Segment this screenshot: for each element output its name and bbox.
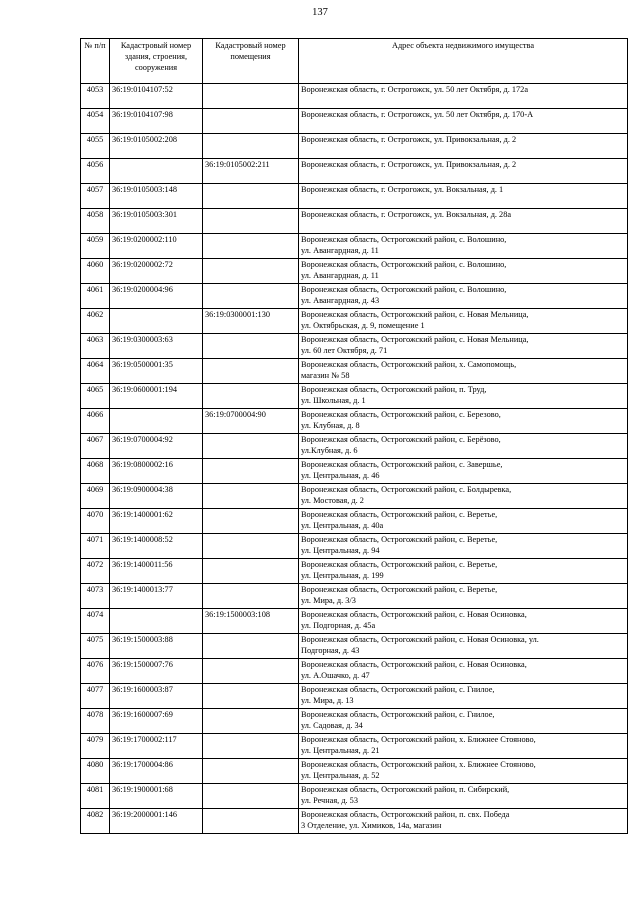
address-line-1: Воронежская область, Острогожский район, с. Волошино, (301, 260, 507, 269)
table-row (81, 234, 628, 259)
address-line-1: Воронежская область, Острогожский район, с. Гнилое, (301, 710, 495, 719)
address-line-1: Воронежская область, г. Острогожск, ул. Привокзальная, д. 2 (301, 135, 517, 144)
premises-cadastral-number (203, 534, 299, 559)
address-line-1: Воронежская область, Острогожский район, с. Новая Осиновка, (301, 610, 527, 619)
building-cadastral-number: 36:19:2000001:146 (110, 809, 203, 834)
address-line-2: ул. 60 лет Октября, д. 71 (301, 346, 388, 355)
row-number: 4055 (81, 134, 110, 159)
table-row (81, 434, 628, 459)
premises-cadastral-number (203, 359, 299, 384)
building-cadastral-number: 36:19:1400011:56 (110, 559, 203, 584)
building-cadastral-number: 36:19:1400001:62 (110, 509, 203, 534)
object-address (299, 84, 628, 109)
address-line-1: Воронежская область, Острогожский район, п. Труд, (301, 385, 487, 394)
building-cadastral-number (110, 609, 203, 634)
address-line-1: Воронежская область, Острогожский район, с. Новая Осиновка, (301, 660, 527, 669)
building-cadastral-number: 36:19:0104107:52 (110, 84, 203, 109)
row-number: 4058 (81, 209, 110, 234)
object-address (299, 634, 628, 659)
building-cadastral-number: 36:19:1400008:52 (110, 534, 203, 559)
address-line-1: Воронежская область, Острогожский район, с. Веретье, (301, 510, 498, 519)
building-cadastral-number: 36:19:1500003:88 (110, 634, 203, 659)
building-cadastral-number: 36:19:0900004:38 (110, 484, 203, 509)
row-number: 4076 (81, 659, 110, 684)
address-line-2: ул. Октябрьская, д. 9, помещение 1 (301, 321, 425, 330)
table-row (81, 384, 628, 409)
row-number: 4060 (81, 259, 110, 284)
address-line-1: Воронежская область, г. Острогожск, ул. Вокзальная, д. 1 (301, 185, 504, 194)
row-number: 4079 (81, 734, 110, 759)
premises-cadastral-number (203, 334, 299, 359)
row-number: 4068 (81, 459, 110, 484)
address-line-1: Воронежская область, Острогожский район, с. Волошино, (301, 285, 507, 294)
address-line-2: ул. А.Ошачко, д. 47 (301, 671, 370, 680)
table-row (81, 484, 628, 509)
address-line-2: ул. Мира, д. 3/3 (301, 596, 356, 605)
table-row (81, 184, 628, 209)
premises-cadastral-number (203, 784, 299, 809)
address-line-1: Воронежская область, г. Острогожск, ул. Вокзальная, д. 28а (301, 210, 512, 219)
building-cadastral-number (110, 159, 203, 184)
premises-cadastral-number (203, 259, 299, 284)
address-line-2: ул. Центральная, д. 52 (301, 771, 380, 780)
table-row (81, 659, 628, 684)
building-cadastral-number: 36:19:1500007:76 (110, 659, 203, 684)
table-row (81, 509, 628, 534)
object-address (299, 709, 628, 734)
table-row (81, 584, 628, 609)
table-row (81, 109, 628, 134)
premises-cadastral-number (203, 184, 299, 209)
object-address (299, 784, 628, 809)
premises-cadastral-number (203, 484, 299, 509)
property-registry-table (80, 38, 628, 834)
row-number: 4056 (81, 159, 110, 184)
object-address (299, 184, 628, 209)
building-cadastral-number: 36:19:0104107:98 (110, 109, 203, 134)
header-number: № п/п (81, 39, 110, 84)
row-number: 4078 (81, 709, 110, 734)
object-address (299, 734, 628, 759)
premises-cadastral-number (203, 734, 299, 759)
premises-cadastral-number (203, 109, 299, 134)
address-line-2: ул. Школьная, д. 1 (301, 396, 366, 405)
object-address (299, 109, 628, 134)
premises-cadastral-number: 36:19:0105002:211 (203, 159, 299, 184)
address-line-2: ул. Авангардная, д. 11 (301, 271, 379, 280)
table-row (81, 309, 628, 334)
table-body (81, 84, 628, 834)
address-line-1: Воронежская область, Острогожский район, х. Самопомощь, (301, 360, 517, 369)
building-cadastral-number: 36:19:0105002:208 (110, 134, 203, 159)
address-line-2: ул. Центральная, д. 46 (301, 471, 380, 480)
address-line-2: ул. Садовая, д. 34 (301, 721, 363, 730)
object-address (299, 534, 628, 559)
address-line-2: 3 Отделение, ул. Химиков, 14а, магазин (301, 821, 442, 830)
address-line-1: Воронежская область, Острогожский район, с. Волошино, (301, 235, 507, 244)
building-cadastral-number: 36:19:1700004:86 (110, 759, 203, 784)
row-number: 4075 (81, 634, 110, 659)
address-line-1: Воронежская область, Острогожский район, с. Березово, (301, 410, 501, 419)
address-line-2: ул. Авангардная, д. 43 (301, 296, 380, 305)
building-cadastral-number: 36:19:1900001:68 (110, 784, 203, 809)
table-header-row (81, 39, 628, 84)
address-line-2: ул. Мостовая, д. 2 (301, 496, 364, 505)
premises-cadastral-number (203, 759, 299, 784)
page-number: 137 (312, 7, 328, 18)
row-number: 4072 (81, 559, 110, 584)
premises-cadastral-number (203, 384, 299, 409)
premises-cadastral-number (203, 709, 299, 734)
premises-cadastral-number (203, 559, 299, 584)
row-number: 4069 (81, 484, 110, 509)
building-cadastral-number: 36:19:0500001:35 (110, 359, 203, 384)
object-address (299, 334, 628, 359)
address-line-1: Воронежская область, г. Острогожск, ул. 50 лет Октября, д. 172а (301, 85, 529, 94)
address-line-1: Воронежская область, Острогожский район, с. Веретье, (301, 535, 498, 544)
address-line-2: ул.Клубная, д. 6 (301, 446, 358, 455)
row-number: 4070 (81, 509, 110, 534)
table-row (81, 559, 628, 584)
address-line-1: Воронежская область, Острогожский район, с. Берёзово, (301, 435, 501, 444)
premises-cadastral-number: 36:19:1500003:108 (203, 609, 299, 634)
header-premises-cadastral: Кадастровый номер помещения (203, 39, 299, 84)
object-address (299, 134, 628, 159)
premises-cadastral-number (203, 284, 299, 309)
object-address (299, 484, 628, 509)
table-row (81, 334, 628, 359)
object-address (299, 409, 628, 434)
address-line-1: Воронежская область, Острогожский район, х. Ближнее Стояново, (301, 735, 536, 744)
building-cadastral-number: 36:19:0105003:301 (110, 209, 203, 234)
address-line-1: Воронежская область, Острогожский район, с. Завершье, (301, 460, 503, 469)
object-address (299, 434, 628, 459)
table-row (81, 534, 628, 559)
row-number: 4073 (81, 584, 110, 609)
row-number: 4053 (81, 84, 110, 109)
address-line-1: Воронежская область, Острогожский район, п. свх. Победа (301, 810, 510, 819)
row-number: 4063 (81, 334, 110, 359)
building-cadastral-number: 36:19:0200002:72 (110, 259, 203, 284)
premises-cadastral-number (203, 809, 299, 834)
object-address (299, 384, 628, 409)
row-number: 4081 (81, 784, 110, 809)
object-address (299, 659, 628, 684)
premises-cadastral-number (203, 209, 299, 234)
row-number: 4082 (81, 809, 110, 834)
address-line-2: ул. Центральная, д. 21 (301, 746, 380, 755)
building-cadastral-number: 36:19:1600003:87 (110, 684, 203, 709)
building-cadastral-number: 36:19:0600001:194 (110, 384, 203, 409)
address-line-2: ул. Мира, д. 13 (301, 696, 354, 705)
address-line-2: ул. Центральная, д. 94 (301, 546, 380, 555)
address-line-1: Воронежская область, Острогожский район, с. Новая Осиновка, ул. (301, 635, 539, 644)
table-row (81, 634, 628, 659)
building-cadastral-number: 36:19:1600007:69 (110, 709, 203, 734)
building-cadastral-number: 36:19:0700004:92 (110, 434, 203, 459)
row-number: 4074 (81, 609, 110, 634)
object-address (299, 809, 628, 834)
address-line-1: Воронежская область, г. Острогожск, ул. 50 лет Октября, д. 170-А (301, 110, 534, 119)
address-line-2: ул. Подгорная, д. 45а (301, 621, 376, 630)
address-line-1: Воронежская область, Острогожский район, с. Гнилое, (301, 685, 495, 694)
header-building-cadastral: Кадастровый номер здания, строения, сооружения (110, 39, 203, 84)
premises-cadastral-number: 36:19:0700004:90 (203, 409, 299, 434)
premises-cadastral-number (203, 459, 299, 484)
premises-cadastral-number (203, 134, 299, 159)
building-cadastral-number: 36:19:0200002:110 (110, 234, 203, 259)
object-address (299, 559, 628, 584)
table-row (81, 684, 628, 709)
table-row (81, 709, 628, 734)
address-line-2: ул. Клубная, д. 8 (301, 421, 360, 430)
premises-cadastral-number (203, 684, 299, 709)
address-line-2: ул. Центральная, д. 199 (301, 571, 384, 580)
table-row (81, 259, 628, 284)
building-cadastral-number (110, 409, 203, 434)
premises-cadastral-number (203, 659, 299, 684)
object-address (299, 209, 628, 234)
object-address (299, 684, 628, 709)
table-row (81, 734, 628, 759)
row-number: 4061 (81, 284, 110, 309)
premises-cadastral-number: 36:19:0300001:130 (203, 309, 299, 334)
table-row (81, 159, 628, 184)
object-address (299, 459, 628, 484)
row-number: 4065 (81, 384, 110, 409)
address-line-2: ул. Авангардная, д. 11 (301, 246, 379, 255)
object-address (299, 234, 628, 259)
address-line-2: Подгорная, д. 43 (301, 646, 360, 655)
premises-cadastral-number (203, 584, 299, 609)
table-row (81, 84, 628, 109)
building-cadastral-number: 36:19:1700002:117 (110, 734, 203, 759)
building-cadastral-number: 36:19:0105003:148 (110, 184, 203, 209)
table-row (81, 284, 628, 309)
object-address (299, 584, 628, 609)
address-line-1: Воронежская область, Острогожский район, х. Ближнее Стояново, (301, 760, 536, 769)
row-number: 4077 (81, 684, 110, 709)
header-address: Адрес объекта недвижимого имущества (299, 39, 628, 84)
building-cadastral-number: 36:19:0200004:96 (110, 284, 203, 309)
premises-cadastral-number (203, 434, 299, 459)
premises-cadastral-number (203, 509, 299, 534)
premises-cadastral-number (203, 634, 299, 659)
row-number: 4066 (81, 409, 110, 434)
address-line-1: Воронежская область, Острогожский район, с. Новая Мельница, (301, 335, 529, 344)
building-cadastral-number (110, 309, 203, 334)
object-address (299, 759, 628, 784)
table-row (81, 609, 628, 634)
row-number: 4067 (81, 434, 110, 459)
row-number: 4080 (81, 759, 110, 784)
table-row (81, 409, 628, 434)
address-line-1: Воронежская область, Острогожский район, с. Веретье, (301, 585, 498, 594)
table-row (81, 134, 628, 159)
row-number: 4062 (81, 309, 110, 334)
table-row (81, 759, 628, 784)
row-number: 4057 (81, 184, 110, 209)
address-line-1: Воронежская область, Острогожский район, с. Новая Мельница, (301, 310, 529, 319)
address-line-2: ул. Центральная, д. 40а (301, 521, 384, 530)
address-line-1: Воронежская область, г. Острогожск, ул. Привокзальная, д. 2 (301, 160, 517, 169)
object-address (299, 359, 628, 384)
building-cadastral-number: 36:19:1400013:77 (110, 584, 203, 609)
object-address (299, 309, 628, 334)
object-address (299, 259, 628, 284)
address-line-1: Воронежская область, Острогожский район, с. Веретье, (301, 560, 498, 569)
address-line-2: магазин № 58 (301, 371, 350, 380)
object-address (299, 159, 628, 184)
table-row (81, 809, 628, 834)
row-number: 4071 (81, 534, 110, 559)
object-address (299, 284, 628, 309)
building-cadastral-number: 36:19:0300003:63 (110, 334, 203, 359)
table-row (81, 784, 628, 809)
row-number: 4059 (81, 234, 110, 259)
table-row (81, 209, 628, 234)
address-line-1: Воронежская область, Острогожский район, п. Сибирский, (301, 785, 510, 794)
object-address (299, 509, 628, 534)
premises-cadastral-number (203, 234, 299, 259)
row-number: 4054 (81, 109, 110, 134)
premises-cadastral-number (203, 84, 299, 109)
table-row (81, 459, 628, 484)
address-line-2: ул. Речная, д. 53 (301, 796, 358, 805)
table-row (81, 359, 628, 384)
row-number: 4064 (81, 359, 110, 384)
address-line-1: Воронежская область, Острогожский район, с. Болдыревка, (301, 485, 512, 494)
building-cadastral-number: 36:19:0800002:16 (110, 459, 203, 484)
object-address (299, 609, 628, 634)
